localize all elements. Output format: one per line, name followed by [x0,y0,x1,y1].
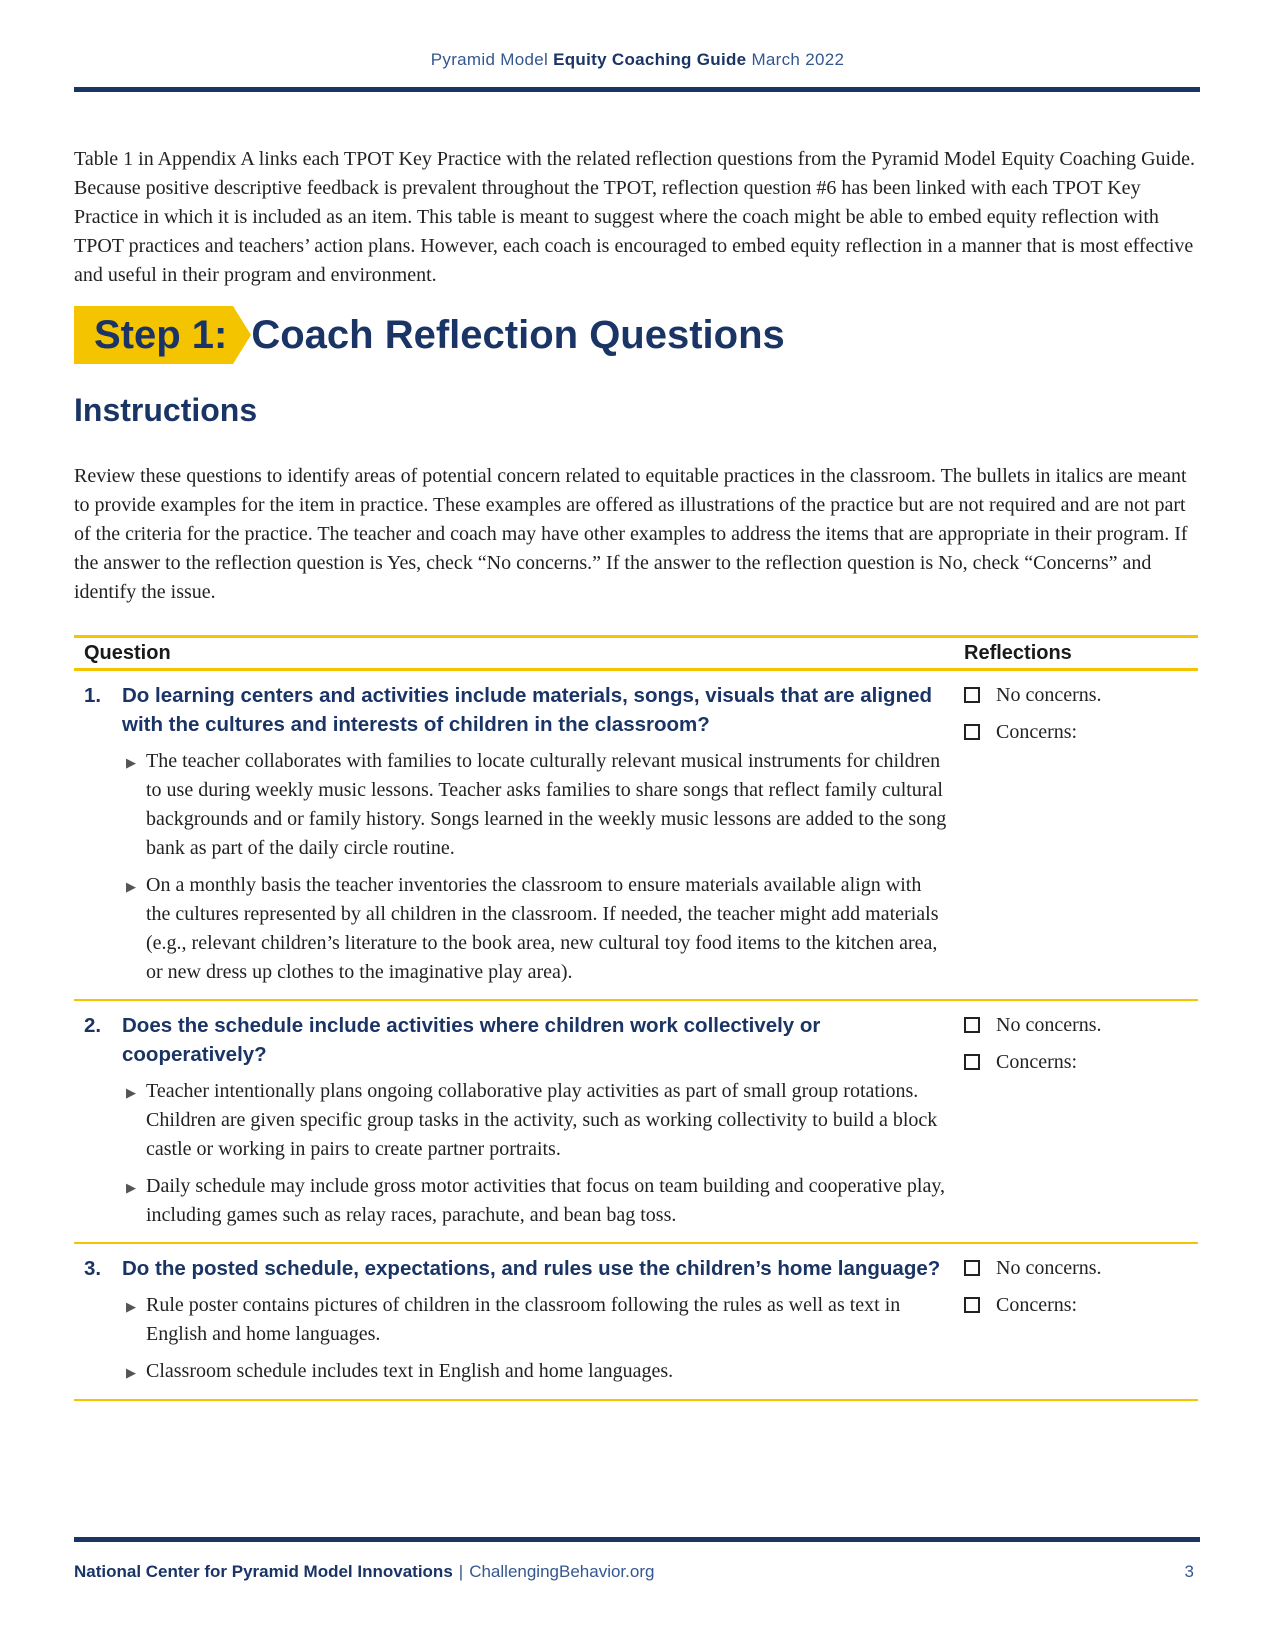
step-title: Coach Reflection Questions [251,312,785,357]
triangle-bullet-icon: ▶ [126,1085,136,1100]
list-item [122,1172,950,1230]
footer-organization: National Center for Pyramid Model Innovations [74,1562,453,1581]
question-cell [74,1254,950,1395]
question-number: 2. [84,1014,102,1037]
reflections-cell [950,1254,1102,1395]
example-list [74,747,950,987]
header-title: Equity Coaching Guide [553,50,747,69]
no-concerns-checkbox[interactable] [964,687,980,703]
question-number: 3. [84,1257,102,1280]
no-concerns-option[interactable] [964,683,1102,707]
concerns-checkbox[interactable] [964,1054,980,1070]
no-concerns-option[interactable] [964,1256,1102,1280]
example-list [74,1077,950,1230]
reflections-cell [950,1011,1102,1238]
footer-website-link[interactable]: ChallengingBehavior.org [469,1562,655,1581]
concerns-checkbox[interactable] [964,724,980,740]
footer-left [74,1562,654,1582]
question-text: Do the posted schedule, expectations, and rules use the children’s home language? [122,1257,941,1280]
no-concerns-checkbox[interactable] [964,1260,980,1276]
question-text: Does the schedule include activities where children work collectively or cooperatively? [122,1014,821,1066]
concerns-checkbox[interactable] [964,1297,980,1313]
step-heading [74,306,785,364]
question [74,681,950,739]
no-concerns-checkbox[interactable] [964,1017,980,1033]
question-cell [74,1011,950,1238]
header-prefix: Pyramid Model [430,50,549,69]
question-cell [74,681,950,995]
table-header [74,635,1198,671]
question-text: Do learning centers and activities include materials, songs, visuals that are aligned with the cultures and interests of children in the classroom? [122,684,933,736]
header-rule [74,87,1200,92]
concerns-option[interactable] [964,1050,1102,1074]
question [74,1011,950,1069]
step-tag: Step 1: [74,306,233,364]
instructions-heading: Instructions [74,392,258,428]
footer-rule [74,1537,1200,1542]
concerns-label: Concerns: [996,721,1078,743]
question-number: 1. [84,684,102,707]
page-footer [74,1562,1200,1582]
no-concerns-label: No concerns. [996,1014,1102,1036]
column-header-reflections: Reflections [964,641,1072,664]
list-item [122,1291,950,1349]
example-text: The teacher collaborates with families to locate culturally relevant musical instruments for children to use during weekly music lessons. Teacher asks families to share songs that reflect family cultural backgrounds and or family history. Songs learned in the weekly music lessons are added to the song bank as part of the daily circle routine. [146,750,947,859]
running-header [0,50,1275,70]
intro-paragraph: Table 1 in Appendix A links each TPOT Key Practice with the related reflection questions from the Pyramid Model Equity Coaching Guide. Because positive descriptive feedback is prevalent throughout the TPOT, reflection question #6 has been linked with each TPOT Key Practice in which it is included as an item. This table is meant to suggest where the coach might be able to embed equity reflection with TPOT practices and teachers’ action plans. However, each coach is encouraged to embed equity reflection in a manner that is most effective and useful in their program and environment. [74,148,1195,286]
triangle-bullet-icon: ▶ [126,1365,136,1380]
list-item [122,1077,950,1164]
example-text: Classroom schedule includes text in English and home languages. [146,1360,674,1382]
concerns-option[interactable] [964,720,1102,744]
example-text: Rule poster contains pictures of children in the classroom following the rules as well as text in English and home languages. [146,1294,901,1345]
table-row [74,1001,1198,1244]
no-concerns-label: No concerns. [996,684,1102,706]
no-concerns-label: No concerns. [996,1257,1102,1279]
triangle-bullet-icon: ▶ [126,879,136,894]
question [74,1254,950,1283]
list-item [122,871,950,987]
column-header-question: Question [84,641,171,664]
concerns-label: Concerns: [996,1294,1078,1316]
list-item [122,1357,950,1387]
example-list [74,1291,950,1387]
page-number: 3 [1184,1562,1194,1581]
triangle-bullet-icon: ▶ [126,1299,136,1314]
instructions-text: Review these questions to identify areas of potential concern related to equitable practices in the classroom. The bullets in italics are meant to provide examples for the item in practice. These examples are offered as illustrations of the practice but are not required and are not part of the criteria for the practice. The teacher and coach may have other examples to address the items that are appropriate in their program. If the answer to the reflection question is Yes, check “No concerns.” If the answer to the reflection question is No, check “Concerns” and identify the issue. [74,465,1188,603]
no-concerns-option[interactable] [964,1013,1102,1037]
triangle-bullet-icon: ▶ [126,755,136,770]
concerns-label: Concerns: [996,1051,1078,1073]
example-text: Daily schedule may include gross motor activities that focus on team building and cooperative play, including games such as relay races, parachute, and bean bag toss. [146,1175,946,1226]
concerns-option[interactable] [964,1293,1102,1317]
reflection-table [74,635,1198,1401]
list-item [122,747,950,863]
footer-separator: | [458,1562,464,1581]
header-date: March 2022 [751,50,845,69]
table-row [74,1244,1198,1401]
triangle-bullet-icon: ▶ [126,1180,136,1195]
example-text: Teacher intentionally plans ongoing collaborative play activities as part of small group rotations. Children are given specific group tasks in the activity, such as working collectivity to build a block castle or working in pairs to create partner portraits. [146,1080,938,1160]
example-text: On a monthly basis the teacher inventories the classroom to ensure materials available align with the cultures represented by all children in the classroom. If needed, the teacher might add materials (e.g., relevant children’s literature to the book area, new cultural toy food items to the kitchen area, or new dress up clothes to the imaginative play area). [146,874,939,983]
table-row [74,671,1198,1001]
reflections-cell [950,681,1102,995]
